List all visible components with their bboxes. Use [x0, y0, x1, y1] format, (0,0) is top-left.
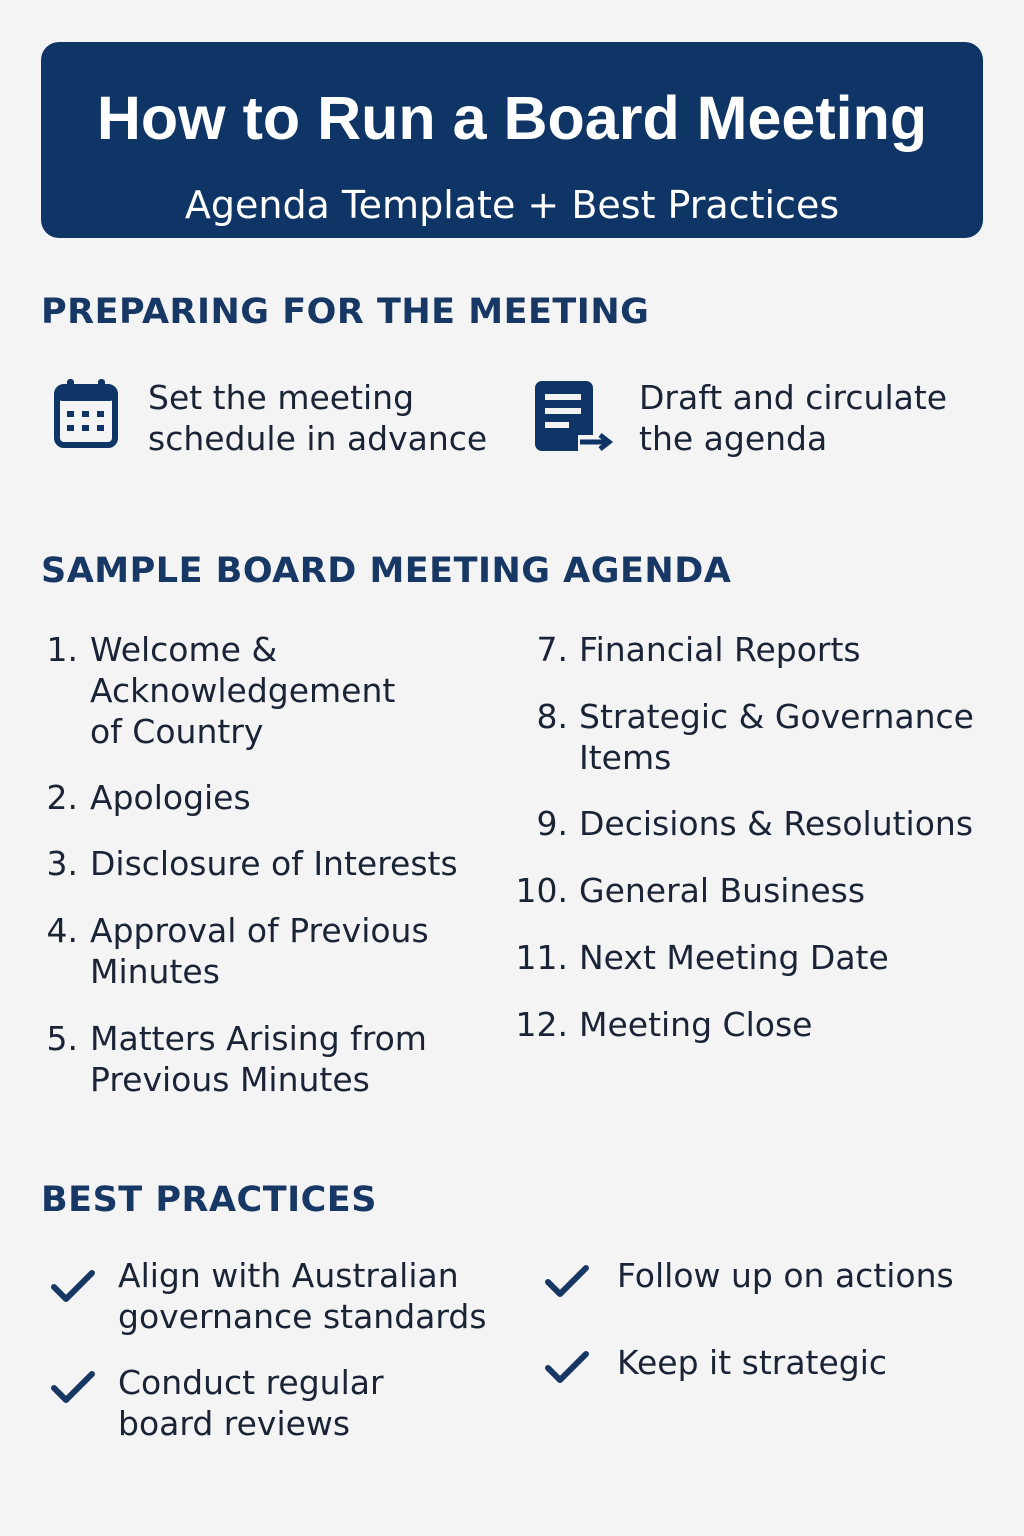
page-title: How to Run a Board Meeting: [96, 84, 928, 152]
prep-item-schedule: Set the meeting schedule in advance: [148, 378, 488, 458]
page-subtitle: Agenda Template + Best Practices: [184, 183, 840, 227]
calendar-icon: [54, 378, 118, 448]
section-heading-agenda: SAMPLE BOARD MEETING AGENDA: [41, 551, 732, 591]
best-practice-item: Keep it strategic: [617, 1343, 888, 1382]
checkmark-icon: [50, 1269, 96, 1305]
best-practice-item: Align with Australian governance standards: [118, 1256, 487, 1336]
checkmark-icon: [50, 1370, 96, 1406]
checkmark-icon: [544, 1350, 590, 1386]
document-arrow-icon: [534, 380, 614, 454]
best-practice-item: Follow up on actions: [617, 1256, 954, 1295]
header-banner: [41, 42, 983, 238]
best-practice-item: Conduct regular board reviews: [118, 1363, 384, 1443]
section-heading-best-practices: BEST PRACTICES: [41, 1180, 377, 1220]
section-heading-preparing: PREPARING FOR THE MEETING: [41, 292, 650, 332]
prep-item-agenda: Draft and circulate the agenda: [639, 378, 948, 458]
checkmark-icon: [544, 1264, 590, 1300]
